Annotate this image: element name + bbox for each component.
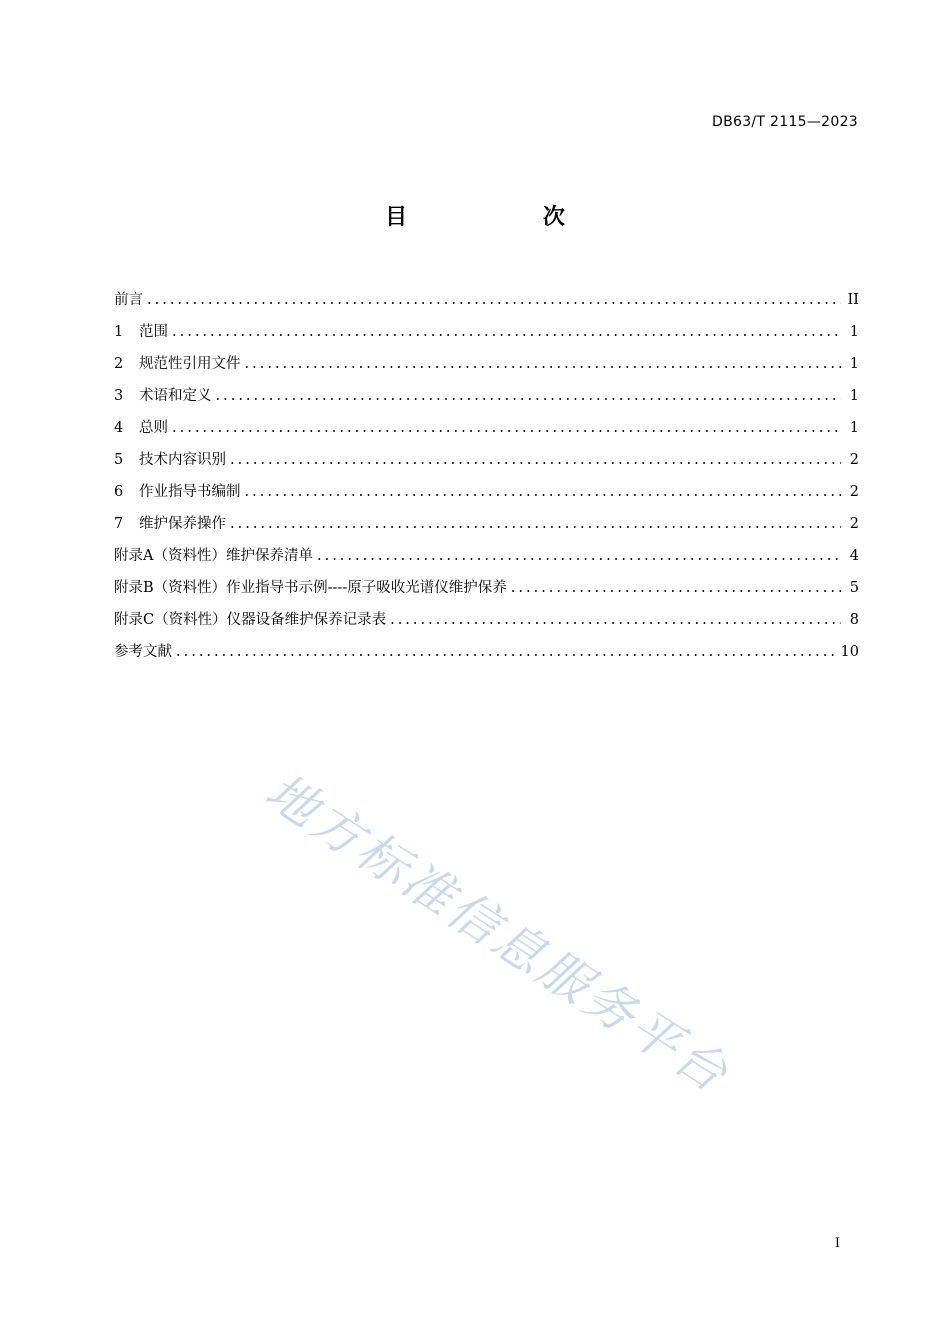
toc-list — [114, 288, 859, 672]
toc-entry-page: 5 — [849, 580, 859, 596]
toc-entry-page: 1 — [849, 388, 859, 404]
toc-leader-dots — [176, 644, 835, 660]
toc-leader-dots — [230, 516, 841, 532]
toc-entry-label: 技术内容识别 — [139, 452, 226, 468]
toc-leader-dots — [245, 484, 842, 500]
toc-leader-dots — [245, 356, 842, 372]
toc-entry-appendix-b[interactable] — [114, 576, 859, 608]
toc-leader-dots — [390, 612, 841, 628]
toc-leader-dots — [216, 388, 842, 404]
toc-entry-page: 2 — [849, 516, 859, 532]
watermark: 地方标准信息服务平台 — [255, 761, 741, 1105]
toc-entry-number: 1 — [114, 324, 124, 340]
toc-entry-label: 参考文献 — [114, 644, 172, 660]
toc-entry-number: 6 — [114, 484, 124, 500]
toc-entry-page: 8 — [849, 612, 859, 628]
toc-entry-number: 2 — [114, 356, 124, 372]
toc-entry-terms-definitions[interactable] — [114, 384, 859, 416]
toc-entry-maintenance-operation[interactable] — [114, 512, 859, 544]
toc-entry-label: 术语和定义 — [139, 388, 212, 404]
toc-entry-appendix-c[interactable] — [114, 608, 859, 640]
toc-leader-dots — [172, 420, 841, 436]
toc-entry-page: 10 — [840, 644, 859, 660]
toc-entry-normative-references[interactable] — [114, 352, 859, 384]
toc-entry-page: 4 — [849, 548, 859, 564]
toc-entry-label: 范围 — [139, 324, 168, 340]
toc-leader-dots — [230, 452, 841, 468]
toc-entry-label: 维护保养操作 — [139, 516, 226, 532]
toc-entry-page: II — [847, 292, 859, 308]
toc-leader-dots — [317, 548, 841, 564]
toc-entry-work-instruction[interactable] — [114, 480, 859, 512]
toc-title: 目 次 — [385, 205, 629, 230]
toc-entry-label: 前言 — [114, 292, 143, 308]
document-code: DB63/T 2115—2023 — [712, 114, 858, 130]
toc-entry-page: 1 — [849, 356, 859, 372]
toc-entry-number: 3 — [114, 388, 124, 404]
toc-entry-label: 附录A（资料性）维护保养清单 — [114, 548, 313, 564]
toc-entry-label: 总则 — [139, 420, 168, 436]
toc-entry-number: 4 — [114, 420, 124, 436]
toc-entry-page: 2 — [849, 452, 859, 468]
toc-entry-number: 5 — [114, 452, 124, 468]
toc-entry-scope[interactable] — [114, 320, 859, 352]
toc-entry-general[interactable] — [114, 416, 859, 448]
toc-entry-page: 1 — [849, 420, 859, 436]
toc-entry-label: 附录C（资料性）仪器设备维护保养记录表 — [114, 612, 387, 628]
toc-entry-preface[interactable] — [114, 288, 859, 320]
toc-entry-page: 2 — [849, 484, 859, 500]
toc-entry-page: 1 — [849, 324, 859, 340]
toc-entry-label: 规范性引用文件 — [139, 356, 241, 372]
toc-entry-bibliography[interactable] — [114, 640, 859, 672]
toc-entry-label: 附录B（资料性）作业指导书示例----原子吸收光谱仪维护保养 — [114, 580, 507, 596]
toc-leader-dots — [511, 580, 841, 596]
toc-entry-technical-content[interactable] — [114, 448, 859, 480]
page-number: I — [834, 1236, 840, 1251]
toc-entry-label: 作业指导书编制 — [139, 484, 241, 500]
toc-entry-number: 7 — [114, 516, 124, 532]
toc-entry-appendix-a[interactable] — [114, 544, 859, 576]
toc-leader-dots — [172, 324, 841, 340]
toc-leader-dots — [147, 292, 841, 308]
